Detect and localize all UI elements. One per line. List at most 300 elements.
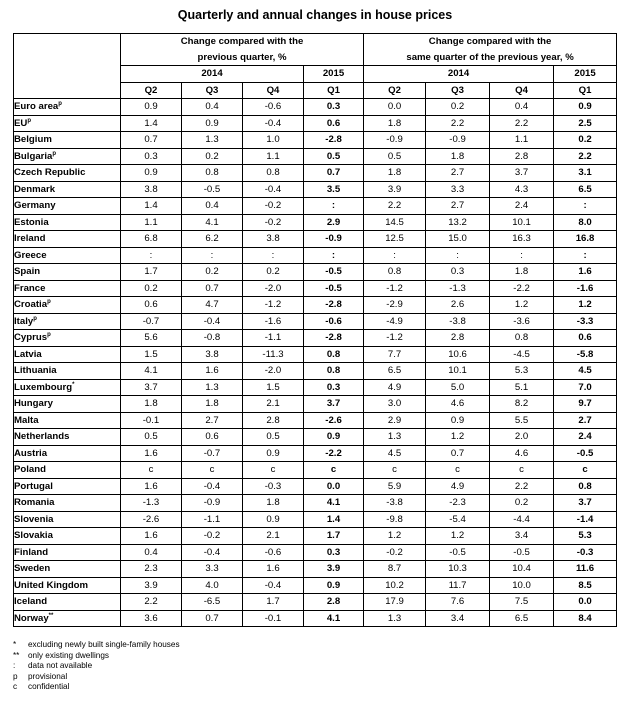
- value-cell: 0.9: [182, 115, 243, 132]
- value-cell: 0.3: [304, 379, 364, 396]
- value-cell: 2.9: [304, 214, 364, 231]
- country-name: Croatia: [14, 299, 48, 310]
- value-cell: 5.0: [426, 379, 490, 396]
- value-cell: 3.7: [121, 379, 182, 396]
- value-cell: 4.9: [426, 478, 490, 495]
- footnote-text: data not available: [28, 661, 93, 670]
- value-cell: 1.4: [304, 511, 364, 528]
- value-cell: 0.9: [121, 165, 182, 182]
- value-cell: -0.5: [182, 181, 243, 198]
- value-cell: 1.1: [243, 148, 304, 165]
- value-cell: :: [121, 247, 182, 264]
- value-cell: 0.9: [426, 412, 490, 429]
- value-cell: c: [426, 462, 490, 479]
- value-cell: 4.6: [426, 396, 490, 413]
- value-cell: :: [554, 198, 617, 215]
- country-name: Luxembourg: [14, 381, 73, 393]
- value-cell: 4.5: [554, 363, 617, 380]
- value-cell: 10.2: [364, 577, 426, 594]
- value-cell: 2.9: [364, 412, 426, 429]
- value-cell: 0.3: [304, 99, 364, 116]
- value-cell: 5.5: [490, 412, 554, 429]
- value-cell: -0.7: [121, 313, 182, 330]
- value-cell: 0.8: [554, 478, 617, 495]
- value-cell: -6.5: [182, 594, 243, 611]
- footnote-marker: p: [47, 298, 51, 305]
- country-name: Romania: [14, 497, 55, 508]
- value-cell: 7.5: [490, 594, 554, 611]
- value-cell: 1.8: [490, 264, 554, 281]
- country-name: Slovakia: [14, 530, 53, 541]
- value-cell: 1.8: [243, 495, 304, 512]
- country-cell: [14, 544, 121, 561]
- value-cell: 3.6: [121, 610, 182, 627]
- country-cell: [14, 297, 121, 314]
- value-cell: 6.5: [364, 363, 426, 380]
- country-name: Slovenia: [14, 513, 54, 525]
- country-cell: [14, 528, 121, 545]
- quarter-header: Q4: [243, 82, 304, 99]
- value-cell: 0.7: [182, 610, 243, 627]
- value-cell: 0.2: [426, 99, 490, 116]
- country-name: Hungary: [14, 398, 53, 409]
- value-cell: -0.4: [243, 115, 304, 132]
- value-cell: 2.1: [243, 396, 304, 413]
- country-name: Denmark: [14, 183, 56, 195]
- value-cell: 4.1: [304, 495, 364, 512]
- value-cell: 2.7: [182, 412, 243, 429]
- value-cell: -9.8: [364, 511, 426, 528]
- table-row: [14, 495, 617, 512]
- footnote-mark: c: [13, 682, 18, 691]
- value-cell: 0.0: [304, 478, 364, 495]
- value-cell: -2.2: [490, 280, 554, 297]
- value-cell: 17.9: [364, 594, 426, 611]
- table-row: [14, 280, 617, 297]
- value-cell: 1.3: [182, 132, 243, 149]
- value-cell: c: [490, 462, 554, 479]
- country-name: United Kingdom: [14, 579, 89, 591]
- value-cell: :: [182, 247, 243, 264]
- value-cell: -2.8: [304, 297, 364, 314]
- country-name: Lithuania: [14, 365, 57, 376]
- value-cell: c: [243, 462, 304, 479]
- table-row: [14, 231, 617, 248]
- value-cell: -3.3: [554, 313, 617, 330]
- value-cell: -0.2: [364, 544, 426, 561]
- value-cell: 2.1: [243, 528, 304, 545]
- value-cell: 0.7: [426, 445, 490, 462]
- value-cell: -0.3: [243, 478, 304, 495]
- country-cell: [14, 132, 121, 149]
- value-cell: 9.7: [554, 396, 617, 413]
- table-row: [14, 313, 617, 330]
- value-cell: 6.5: [554, 181, 617, 198]
- value-cell: 1.8: [364, 115, 426, 132]
- country-cell: [14, 165, 121, 182]
- value-cell: 0.5: [364, 148, 426, 165]
- value-cell: 3.9: [121, 577, 182, 594]
- country-name: Germany: [14, 200, 56, 211]
- value-cell: -2.8: [304, 132, 364, 149]
- country-name: Estonia: [14, 216, 49, 228]
- footnote: [13, 672, 180, 683]
- value-cell: 0.5: [243, 429, 304, 446]
- value-cell: 1.6: [243, 561, 304, 578]
- value-cell: 1.2: [426, 429, 490, 446]
- value-cell: 4.6: [490, 445, 554, 462]
- value-cell: 0.3: [304, 544, 364, 561]
- value-cell: 2.0: [490, 429, 554, 446]
- value-cell: -3.8: [364, 495, 426, 512]
- value-cell: -3.6: [490, 313, 554, 330]
- value-cell: 11.6: [554, 561, 617, 578]
- value-cell: -2.6: [121, 511, 182, 528]
- group-header-year-line2: same quarter of the previous year, %: [406, 51, 574, 63]
- value-cell: -0.5: [490, 544, 554, 561]
- country-cell: [14, 214, 121, 231]
- value-cell: -0.8: [182, 330, 243, 347]
- value-cell: 8.0: [554, 214, 617, 231]
- value-cell: 2.4: [554, 429, 617, 446]
- value-cell: -0.7: [182, 445, 243, 462]
- value-cell: -0.9: [364, 132, 426, 149]
- value-cell: 1.4: [121, 198, 182, 215]
- quarter-header: Q4: [490, 82, 554, 99]
- value-cell: 0.8: [304, 363, 364, 380]
- value-cell: c: [554, 462, 617, 479]
- country-name: Portugal: [14, 480, 53, 492]
- value-cell: 0.2: [243, 264, 304, 281]
- value-cell: 0.9: [554, 99, 617, 116]
- value-cell: 1.8: [364, 165, 426, 182]
- value-cell: 1.4: [121, 115, 182, 132]
- value-cell: 14.5: [364, 214, 426, 231]
- value-cell: 1.1: [121, 214, 182, 231]
- value-cell: 1.0: [243, 132, 304, 149]
- value-cell: -2.9: [364, 297, 426, 314]
- value-cell: 2.8: [243, 412, 304, 429]
- value-cell: 0.6: [182, 429, 243, 446]
- value-cell: 0.2: [182, 148, 243, 165]
- group-header-quarter: [121, 34, 364, 66]
- value-cell: 3.7: [304, 396, 364, 413]
- value-cell: 1.2: [490, 297, 554, 314]
- value-cell: 0.9: [243, 511, 304, 528]
- value-cell: -1.2: [364, 280, 426, 297]
- value-cell: 0.8: [304, 346, 364, 363]
- value-cell: -5.4: [426, 511, 490, 528]
- value-cell: 2.2: [490, 478, 554, 495]
- value-cell: 0.4: [182, 99, 243, 116]
- country-cell: [14, 198, 121, 215]
- table-row: [14, 594, 617, 611]
- country-cell: [14, 396, 121, 413]
- country-header-cell: [14, 34, 121, 99]
- footnote-mark: :: [13, 661, 16, 670]
- value-cell: 2.4: [490, 198, 554, 215]
- country-name: Malta: [14, 414, 39, 426]
- footnote: [13, 640, 180, 651]
- value-cell: 1.7: [243, 594, 304, 611]
- value-cell: 16.8: [554, 231, 617, 248]
- value-cell: -5.8: [554, 346, 617, 363]
- country-cell: [14, 363, 121, 380]
- value-cell: -0.6: [243, 544, 304, 561]
- footnote: [13, 661, 180, 672]
- value-cell: 10.4: [490, 561, 554, 578]
- value-cell: 0.4: [182, 198, 243, 215]
- table-row: [14, 247, 617, 264]
- table-row: [14, 511, 617, 528]
- table-row: [14, 181, 617, 198]
- quarter-header: Q1: [554, 82, 617, 99]
- country-cell: [14, 280, 121, 297]
- value-cell: 0.6: [121, 297, 182, 314]
- country-name: Belgium: [14, 134, 52, 145]
- value-cell: -4.4: [490, 511, 554, 528]
- value-cell: 4.1: [182, 214, 243, 231]
- value-cell: 1.8: [182, 396, 243, 413]
- value-cell: -11.3: [243, 346, 304, 363]
- value-cell: :: [364, 247, 426, 264]
- table-row: [14, 132, 617, 149]
- value-cell: 2.2: [490, 115, 554, 132]
- table-row: [14, 330, 617, 347]
- value-cell: 3.7: [490, 165, 554, 182]
- country-cell: [14, 594, 121, 611]
- country-cell: [14, 462, 121, 479]
- value-cell: -0.5: [304, 280, 364, 297]
- value-cell: -0.6: [304, 313, 364, 330]
- year-header-2014: 2014: [121, 66, 304, 83]
- value-cell: 10.1: [490, 214, 554, 231]
- value-cell: 3.4: [426, 610, 490, 627]
- value-cell: 3.4: [490, 528, 554, 545]
- table-row: [14, 396, 617, 413]
- value-cell: 6.2: [182, 231, 243, 248]
- country-name: EU: [14, 117, 28, 129]
- value-cell: 0.0: [554, 594, 617, 611]
- value-cell: -1.6: [243, 313, 304, 330]
- country-cell: [14, 231, 121, 248]
- value-cell: 3.5: [304, 181, 364, 198]
- value-cell: :: [490, 247, 554, 264]
- table-row: [14, 346, 617, 363]
- country-cell: [14, 511, 121, 528]
- value-cell: 1.6: [182, 363, 243, 380]
- value-cell: 5.3: [490, 363, 554, 380]
- value-cell: 3.8: [243, 231, 304, 248]
- footnote-marker: *: [72, 381, 75, 388]
- value-cell: 8.7: [364, 561, 426, 578]
- value-cell: 1.5: [121, 346, 182, 363]
- value-cell: 3.9: [364, 181, 426, 198]
- value-cell: 0.8: [243, 165, 304, 182]
- footnote-marker: p: [33, 315, 37, 322]
- value-cell: 2.5: [554, 115, 617, 132]
- country-name: Austria: [14, 447, 48, 459]
- value-cell: -0.5: [304, 264, 364, 281]
- table-row: [14, 445, 617, 462]
- value-cell: 0.7: [121, 132, 182, 149]
- value-cell: 1.2: [364, 528, 426, 545]
- value-cell: 3.8: [182, 346, 243, 363]
- value-cell: 1.8: [121, 396, 182, 413]
- table-row: [14, 561, 617, 578]
- footnote-mark: *: [13, 640, 17, 649]
- value-cell: 1.3: [364, 610, 426, 627]
- value-cell: 0.8: [364, 264, 426, 281]
- value-cell: 1.6: [121, 528, 182, 545]
- value-cell: 1.6: [554, 264, 617, 281]
- country-cell: [14, 148, 121, 165]
- value-cell: -0.2: [182, 528, 243, 545]
- value-cell: 2.2: [426, 115, 490, 132]
- value-cell: -0.5: [426, 544, 490, 561]
- country-name: Cyprus: [14, 332, 48, 343]
- value-cell: -0.4: [243, 181, 304, 198]
- value-cell: 8.2: [490, 396, 554, 413]
- value-cell: :: [304, 247, 364, 264]
- footnote-marker: **: [48, 612, 54, 619]
- value-cell: 2.2: [554, 148, 617, 165]
- country-name: Spain: [14, 266, 41, 277]
- quarter-header: Q3: [182, 82, 243, 99]
- value-cell: -0.2: [243, 198, 304, 215]
- value-cell: 2.2: [121, 594, 182, 611]
- value-cell: -0.4: [243, 577, 304, 594]
- value-cell: -1.6: [554, 280, 617, 297]
- value-cell: 4.7: [182, 297, 243, 314]
- country-cell: [14, 330, 121, 347]
- value-cell: 0.2: [121, 280, 182, 297]
- value-cell: :: [426, 247, 490, 264]
- country-name: Latvia: [14, 348, 42, 360]
- value-cell: 5.9: [364, 478, 426, 495]
- table-row: [14, 610, 617, 627]
- country-name: Ireland: [14, 233, 46, 244]
- country-name: Czech Republic: [14, 167, 86, 178]
- value-cell: 10.6: [426, 346, 490, 363]
- value-cell: 10.0: [490, 577, 554, 594]
- table-row: [14, 412, 617, 429]
- table-title: Quarterly and annual changes in house prices: [177, 8, 453, 22]
- value-cell: 0.9: [121, 99, 182, 116]
- value-cell: :: [243, 247, 304, 264]
- house-prices-table: [13, 33, 617, 627]
- value-cell: 5.6: [121, 330, 182, 347]
- footnote-marker: p: [47, 331, 51, 338]
- year-header-2014: 2014: [364, 66, 554, 83]
- value-cell: 4.1: [121, 363, 182, 380]
- value-cell: 7.7: [364, 346, 426, 363]
- footnote-mark: **: [13, 650, 20, 660]
- footnote-text: excluding newly built single-family houses: [28, 640, 180, 649]
- footnote-marker: p: [58, 100, 62, 107]
- table-row: [14, 198, 617, 215]
- table-row: [14, 462, 617, 479]
- value-cell: -2.0: [243, 363, 304, 380]
- value-cell: -0.4: [182, 313, 243, 330]
- value-cell: 2.7: [426, 198, 490, 215]
- value-cell: -0.9: [182, 495, 243, 512]
- value-cell: -0.1: [121, 412, 182, 429]
- footnote-text: confidential: [28, 682, 70, 691]
- value-cell: 1.7: [304, 528, 364, 545]
- value-cell: -2.2: [304, 445, 364, 462]
- value-cell: 0.9: [304, 429, 364, 446]
- value-cell: -2.3: [426, 495, 490, 512]
- value-cell: 0.4: [490, 99, 554, 116]
- value-cell: 3.7: [554, 495, 617, 512]
- country-cell: [14, 495, 121, 512]
- value-cell: -1.4: [554, 511, 617, 528]
- value-cell: 4.9: [364, 379, 426, 396]
- value-cell: 1.8: [426, 148, 490, 165]
- value-cell: :: [554, 247, 617, 264]
- value-cell: 2.7: [426, 165, 490, 182]
- value-cell: 0.5: [121, 429, 182, 446]
- value-cell: 0.3: [121, 148, 182, 165]
- value-cell: c: [364, 462, 426, 479]
- country-cell: [14, 577, 121, 594]
- value-cell: 1.6: [121, 445, 182, 462]
- table-row: [14, 214, 617, 231]
- value-cell: 0.6: [554, 330, 617, 347]
- country-cell: [14, 247, 121, 264]
- value-cell: 1.1: [490, 132, 554, 149]
- value-cell: 7.0: [554, 379, 617, 396]
- value-cell: -0.9: [426, 132, 490, 149]
- table-row: [14, 528, 617, 545]
- table-row: [14, 148, 617, 165]
- value-cell: 0.7: [304, 165, 364, 182]
- table-row: [14, 429, 617, 446]
- value-cell: -2.8: [304, 330, 364, 347]
- table-row: [14, 379, 617, 396]
- value-cell: 2.3: [121, 561, 182, 578]
- value-cell: c: [182, 462, 243, 479]
- country-name: Netherlands: [14, 431, 70, 442]
- country-name: Sweden: [14, 563, 51, 574]
- year-header-2015: 2015: [304, 66, 364, 83]
- value-cell: 2.8: [304, 594, 364, 611]
- value-cell: -2.0: [243, 280, 304, 297]
- value-cell: 1.2: [426, 528, 490, 545]
- value-cell: 15.0: [426, 231, 490, 248]
- footnote: [13, 651, 180, 662]
- country-cell: [14, 561, 121, 578]
- footnote-text: only existing dwellings: [28, 650, 110, 660]
- year-header-2015: 2015: [554, 66, 617, 83]
- value-cell: -0.2: [243, 214, 304, 231]
- group-header-quarter-line2: previous quarter, %: [197, 51, 287, 63]
- value-cell: 6.5: [490, 610, 554, 627]
- value-cell: 0.2: [554, 132, 617, 149]
- value-cell: -4.9: [364, 313, 426, 330]
- value-cell: -0.4: [182, 544, 243, 561]
- country-cell: [14, 445, 121, 462]
- value-cell: 0.3: [426, 264, 490, 281]
- value-cell: 3.8: [121, 181, 182, 198]
- value-cell: c: [121, 462, 182, 479]
- value-cell: 0.2: [182, 264, 243, 281]
- footnote-marker: p: [52, 150, 57, 157]
- country-name: Finland: [14, 546, 49, 558]
- country-cell: [14, 264, 121, 281]
- country-cell: [14, 181, 121, 198]
